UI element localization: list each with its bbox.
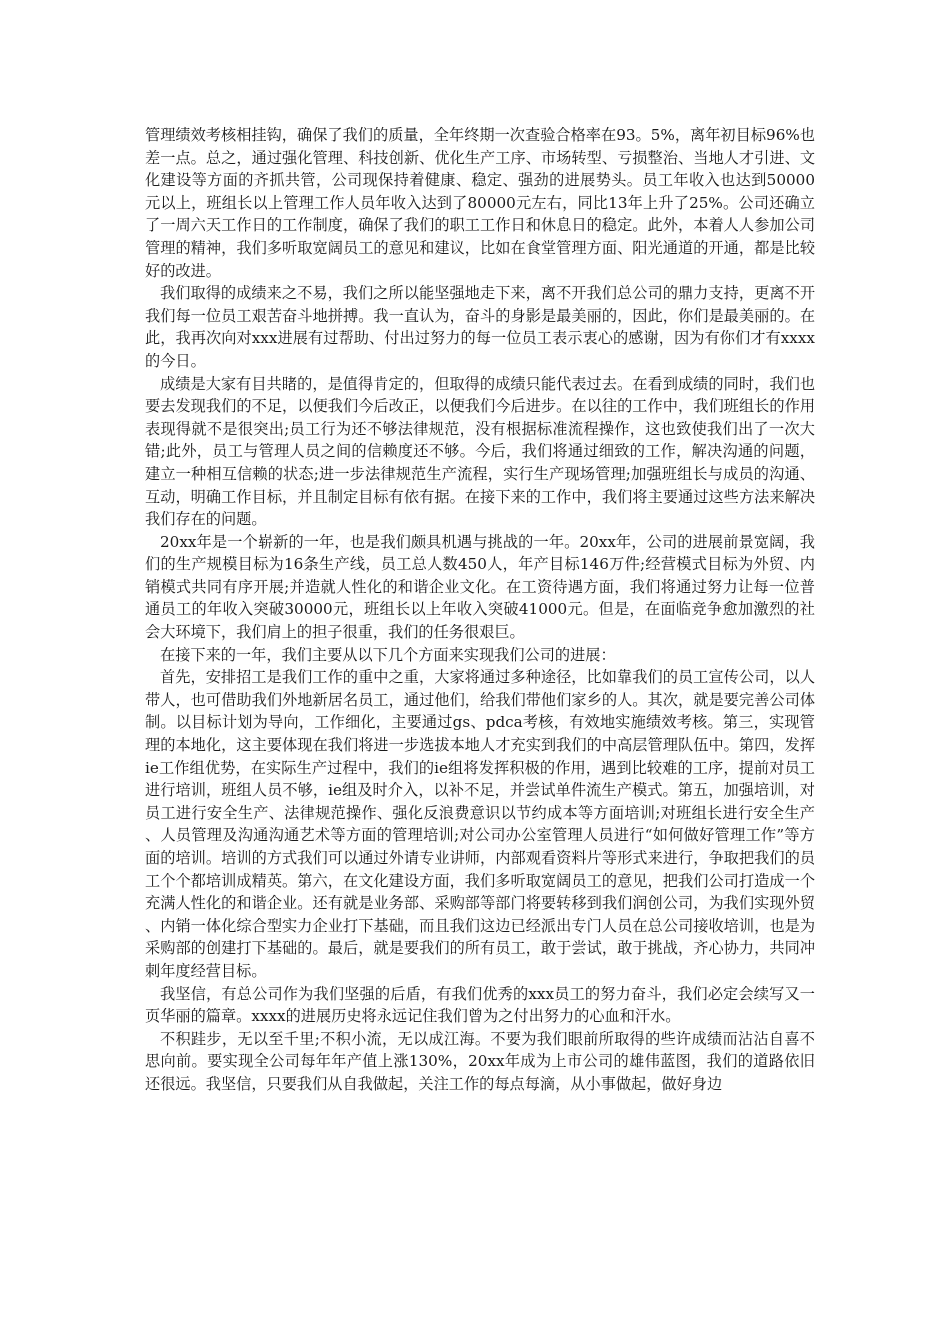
paragraph-confidence: 我坚信，有总公司作为我们坚强的后盾，有我们优秀的xxx员工的努力奋斗，我们必定会续写又一页华丽的篇章。xxxx的进展历史将永远记住我们曾为之付出努力的心血和汗水。 xyxy=(145,984,815,1026)
paragraph-plan-intro: 在接下来的一年，我们主要从以下几个方面来实现我们公司的进展： xyxy=(160,645,616,664)
document-body xyxy=(145,124,815,1096)
paragraph-closing: 不积跬步，无以至千里;不积小流，无以成江海。不要为我们眼前所取得的些许成绩而沾沾自喜不思向前。要实现全公司每年年产值上涨130%，20xx年成为上市公司的雄伟蓝图，我们的道路依旧还很远。我坚信，只要我们从自我做起，关注工作的每点每滴，从小事做起，做好身边 xyxy=(145,1029,815,1093)
paragraph-management-results: 管理绩效考核相挂钩，确保了我们的质量，全年终期一次查验合格率在93。5%，离年初目标96%也差一点。总之，通过强化管理、科技创新、优化生产工序、市场转型、亏损整治、当地人才引进、文化建设等方面的齐抓共管，公司现保持着健康、稳定、强劲的进展势头。员工年收入也达到50000元以上，班组长以上管理工作人员年收入达到了80000元左右，同比13年上升了25%。公司还确立了一周六天工作日的工作制度，确保了我们的职工工作日和休息日的稳定。此外，本着人人参加公司管理的精神，我们多听取宽阔员工的意见和建议，比如在食堂管理方面、阳光通道的开通，都是比较好的改进。 xyxy=(145,126,815,280)
paragraph-achievements-thanks: 我们取得的成绩来之不易，我们之所以能坚强地走下来，离不开我们总公司的鼎力支持，更离不开我们每一位员工艰苦奋斗地拼搏。我一直认为，奋斗的身影是最美丽的，因此，你们是最美丽的。在此，我再次向对xxx进展有过帮助、付出过努力的每一位员工表示衷心的感谢，因为有你们才有xxxx的今日。 xyxy=(145,284,815,370)
paragraph-new-year-goals: 20xx年是一个崭新的一年，也是我们颇具机遇与挑战的一年。20xx年，公司的进展前景宽阔，我们的生产规模目标为16条生产线，员工总人数450人，年产目标146万件;经营模式目标为外贸、内销模式共同有序开展;并造就人性化的和谐企业文化。在工资待遇方面，我们将通过努力让每一位普通员工的年收入突破30000元，班组长以上年收入突破41000元。但是，在面临竞争愈加激烈的社会大环境下，我们肩上的担子很重，我们的任务很艰巨。 xyxy=(145,532,815,642)
paragraph-plan-details: 首先，安排招工是我们工作的重中之重，大家将通过多种途径，比如靠我们的员工宣传公司，以人带人，也可借助我们外地新居名员工，通过他们，给我们带他们家乡的人。其次，就是要完善公司体制。以目标计划为导向，工作细化，主要通过gs、pdca考核，有效地实施绩效考核。第三，实现管理的本地化，这主要体现在我们将进一步选拔本地人才充实到我们的中高层管理队伍中。第四，发挥ie工作组优势，在实际生产过程中，我们的ie组将发挥积极的作用，遇到比较难的工序，提前对员工进行培训，班组人员不够，ie组及时介入，以补不足，并尝试单件流生产模式。第五，加强培训，对员工进行安全生产、法律规范操作、强化反浪费意识以节约成本等方面培训;对班组长进行安全生产、人员管理及沟通沟通艺术等方面的管理培训;对公司办公室管理人员进行“如何做好管理工作”等方面的培训。培训的方式我们可以通过外请专业讲师，内部观看资料片等形式来进行，争取把我们的员工个个都培训成精英。第六，在文化建设方面，我们多听取宽阔员工的意见，把我们公司打造成一个充满人性化的和谐企业。还有就是业务部、采购部等部门将要转移到我们润创公司，为我们实现外贸、内销一体化综合型实力企业打下基础，而且我们这边已经派出专门人员在总公司接收培训，也是为采购部的创建打下基础的。最后，就是要我们的所有员工，敢于尝试，敢于挑战，齐心协力，共同冲刺年度经营目标。 xyxy=(145,668,815,980)
paragraph-shortcomings: 成绩是大家有目共睹的，是值得肯定的，但取得的成绩只能代表过去。在看到成绩的同时，我们也要去发现我们的不足，以便我们今后改正，以便我们今后进步。在以往的工作中，我们班组长的作用表现得就不是很突出;员工行为还不够法律规范，没有根据标准流程操作，这也致使我们出了一次大错;此外，员工与管理人员之间的信赖度还不够。今后，我们将通过细致的工作，解决沟通的问题，建立一种相互信赖的状态;进一步法律规范生产流程，实行生产现场管理;加强班组长与成员的沟通、互动，明确工作目标，并且制定目标有依有据。在接下来的工作中，我们将主要通过这些方法来解决我们存在的问题。 xyxy=(145,374,815,529)
